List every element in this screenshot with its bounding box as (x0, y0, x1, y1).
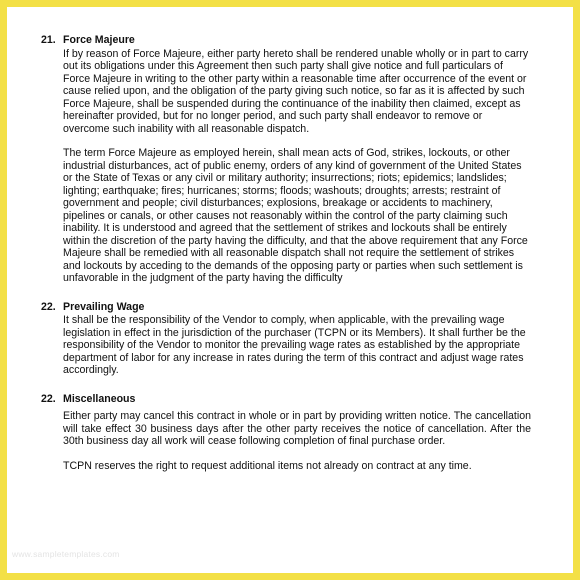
section-title: Prevailing Wage (63, 300, 145, 313)
watermark: www.sampletemplates.com (12, 549, 120, 559)
section-miscellaneous (41, 393, 531, 473)
paragraph: Either party may cancel this contract in whole or in part by providing written notice. The cancellation will take effect 30 business days after the other party receives the notice of cancellation. After the 30th business day all work will cease following completion of final purchase order. (63, 410, 531, 447)
section-force-majeure (41, 34, 531, 285)
section-title: Force Majeure (63, 34, 135, 46)
paragraph: TCPN reserves the right to request additional items not already on contract at any time. (63, 459, 472, 472)
section-heading (41, 393, 531, 406)
paragraph: The term Force Majeure as employed herein, shall mean acts of God, strikes, lockouts, or other industrial disturbances, act of public enemy, orders of any kind of government of the United States or the State of Texas or any civil or military authority; insurrections; riots; epidemics; landslides; lighting; earthquake; fires; hurricanes; storms; floods; washouts; droughts; arrests; restraint of government and people; civil disturbances; explosions, breakage or accidents to machinery, pipelines or canals, or other causes not reasonably within the control of the party claiming such inability. It is understood and agreed that the settlement of strikes and lockouts shall be entirely within the discretion of the party having the difficulty, and that the above requirement that any Force Majeure shall be remedied with all reasonable dispatch shall not require the settlement of strikes and lockouts by acceding to the demands of the opposing party or parties when such settlement is unfavorable in the judgment of the party having the difficulty (63, 147, 528, 284)
paragraph: If by reason of Force Majeure, either party hereto shall be rendered unable wholly or in part to carry out its obligations under this Agreement then such party shall give notice and full particulars of Force Majeure in writing to the other party within a reasonable time after occurrence of the event or cause relied upon, and the obligation of the party giving such notice, so far as it is affected by such Force Majeure, shall be suspended during the continuance of the inability then claimed, except as hereinafter provided, but for no longer period, and such party shall endeavor to remove or overcome such inability with all reasonable dispatch. (63, 47, 529, 135)
section-prevailing-wage (41, 301, 531, 377)
section-number: 22. (41, 392, 56, 405)
section-heading (41, 34, 531, 47)
section-title: Miscellaneous (63, 392, 136, 405)
section-number: 22. (41, 300, 56, 313)
document-page (41, 34, 531, 472)
paragraph: It shall be the responsibility of the Vendor to comply, when applicable, with the prevailing wage legislation in effect in the jurisdiction of the purchaser (TCPN or its Members). It shall further be the responsibility of the Vendor to monitor the prevailing wage rates as established by the appropriate department of labor for any increase in rates during the term of this contract and adjust wage rates accordingly. (63, 314, 526, 376)
section-number: 21. (41, 34, 56, 46)
section-heading (41, 301, 531, 314)
